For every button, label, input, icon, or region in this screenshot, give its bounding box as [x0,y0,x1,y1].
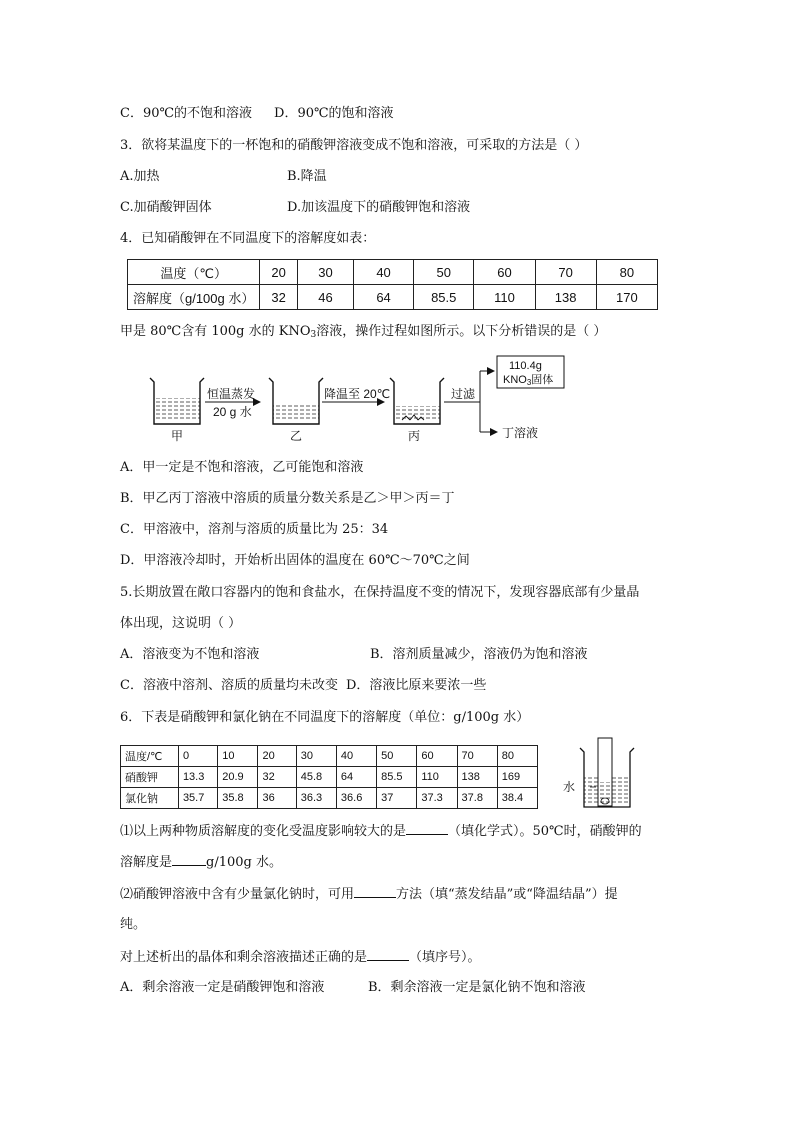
table-cell: 10 [218,746,258,767]
table-cell: 110 [417,767,457,788]
table-cell: 138 [535,285,596,310]
table-cell: 170 [596,285,657,310]
table-cell: 37.3 [417,788,457,809]
answer-blank[interactable] [172,853,206,866]
q3-option-b: B.降温 [287,169,327,184]
answer-blank[interactable] [406,822,448,835]
table-header-cell: 温度（℃） [128,260,260,285]
box-line2: KNO3固体 [503,374,554,387]
table-cell: 30 [297,260,353,285]
q3-option-a: A.加热 [120,169,160,184]
table-cell: 36 [258,788,296,809]
q4-option-c: C．甲溶液中，溶剂与溶质的质量比为 25：34 [120,522,389,537]
table-cell: 35.8 [218,788,258,809]
table-cell: 45.8 [296,767,336,788]
q6-option-a: A．剩余溶液一定是硝酸钾饱和溶液 [120,980,325,995]
table-cell: 13.3 [178,767,217,788]
step1-label-bottom: 20 g 水 [213,405,252,419]
table-cell: 50 [377,746,417,767]
q4-option-b: B．甲乙丙丁溶液中溶质的质量分数关系是乙＞甲＞丙＝丁 [120,491,455,506]
q5-stem-line1: 5.长期放置在敞口容器内的饱和食盐水，在保持温度不变的情况下，发现容器底部有少量晶 [120,585,640,600]
q6-option-b: B．剩余溶液一定是氯化钠不饱和溶液 [368,980,586,995]
table-cell: 110 [474,285,535,310]
beaker-label-jia: 甲 [171,429,184,443]
table-cell: 32 [258,767,296,788]
table-cell: 36.3 [296,788,336,809]
table-cell: 169 [497,767,537,788]
table-cell: 20 [258,746,296,767]
q5-option-d: D．溶液比原来要浓一些 [345,678,487,693]
answer-blank[interactable] [367,948,409,961]
table-cell: 32 [260,285,298,310]
table-cell: 40 [336,746,376,767]
q4-stem: 4．已知硝酸钾在不同温度下的溶解度如表： [120,231,376,246]
table-cell: 50 [414,260,474,285]
q4-description: 甲是 80℃含有 100g 水的 $KNO_3$溶液，操作过程如图所示。以下分析错误的是（ ） [120,324,607,340]
table-cell: 0 [178,746,217,767]
q2-option-c: C．90℃的不饱和溶液 [120,106,253,121]
table-cell: 36.6 [336,788,376,809]
answer-blank[interactable] [354,885,396,898]
q4-option-d: D．甲溶液冷却时，开始析出固体的温度在 60℃～70℃之间 [120,553,470,568]
table-cell: 30 [296,746,336,767]
table-cell: 46 [297,285,353,310]
water-label: 水 [563,780,576,794]
beaker-label-bing: 丙 [408,429,421,443]
table-cell: 85.5 [414,285,474,310]
q5-option-c: C．溶液中溶剂、溶质的质量均未改变 [120,678,338,693]
table-cell: 80 [596,260,657,285]
beaker-label-yi: 乙 [290,429,303,443]
box-line1: 110.4g [509,360,542,372]
table-cell: 64 [336,767,376,788]
q5-option-a: A．溶液变为不饱和溶液 [120,647,260,662]
table-header-cell: 溶解度（g/100g 水） [128,285,260,310]
q3-option-c: C.加硝酸钾固体 [120,200,212,215]
filtrate-label: 丁溶液 [502,426,539,440]
table-cell: 60 [417,746,457,767]
table-header-cell: 温度/℃ [121,746,179,767]
q5-option-b: B．溶剂质量减少，溶液仍为饱和溶液 [370,647,588,662]
q3-stem: 3．欲将某温度下的一杯饱和的硝酸钾溶液变成不饱和溶液，可采取的方法是（ ） [120,138,588,153]
table-cell: 20.9 [218,767,258,788]
table-cell: 37.8 [457,788,497,809]
q5-stem-line2: 体出现，这说明（ ） [120,616,242,631]
table-header-cell: 氯化钠 [121,788,179,809]
step3-label: 过滤 [451,387,476,401]
table-header-cell: 硝酸钾 [121,767,179,788]
q6-part2-line2: 纯。 [120,917,147,932]
table-cell: 70 [457,746,497,767]
q3-option-d: D.加该温度下的硝酸钾饱和溶液 [287,200,471,215]
step1-label-top: 恒温蒸发 [207,387,256,401]
step2-label: 降温至 20℃ [324,387,391,401]
table-cell: 37 [377,788,417,809]
table-cell: 64 [354,285,414,310]
table-cell: 40 [354,260,414,285]
table-cell: 70 [535,260,596,285]
q6-part3: 对上述析出的晶体和剩余溶液描述正确的是 （填序号）。 [120,950,481,965]
q4-option-a: A．甲一定是不饱和溶液，乙可能饱和溶液 [120,460,364,475]
q2-option-d: D．90℃的饱和溶液 [274,106,394,121]
q6-stem: 6．下表是硝酸钾和氯化钠在不同温度下的溶解度（单位：g/100g 水） [120,710,530,725]
q6-part1-line2: 溶解度是 g/100g 水。 [120,855,282,870]
table-cell: 80 [497,746,537,767]
table-cell: 138 [457,767,497,788]
q6-part1-line1: ⑴以上两种物质溶解度的变化受温度影响较大的是 （填化学式）。50℃时，硝酸钾的 [120,824,642,839]
table-cell: 35.7 [178,788,217,809]
q6-part2-line1: ⑵硝酸钾溶液中含有少量氯化钠时，可用 方法（填“蒸发结晶”或“降温结晶”）提 [120,887,618,902]
table-cell: 60 [474,260,535,285]
table-cell: 38.4 [497,788,537,809]
table-cell: 85.5 [377,767,417,788]
table-cell: 20 [260,260,298,285]
